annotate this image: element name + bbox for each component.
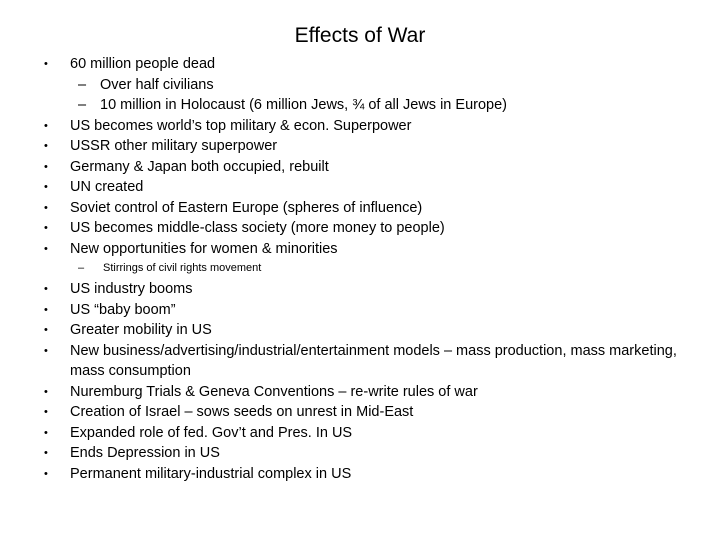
bullet-dot-icon: •: [44, 201, 48, 214]
bullet-text: US becomes middle-class society (more money to people): [70, 220, 445, 236]
slide-title: Effects of War: [294, 24, 426, 47]
bullet-dot-icon: •: [44, 324, 48, 336]
sub-bullet-text: 10 million in Holocaust (6 million Jews, ¾ of all Jews in Europe): [100, 97, 507, 113]
bullet-dot-icon: •: [44, 426, 48, 439]
bullet-text: Nuremburg Trials & Geneva Conventions – re-write rules of war: [70, 383, 478, 400]
bullet-item: [0, 136, 720, 157]
bullet-dot-icon: •: [44, 447, 48, 459]
bullet-item: [0, 300, 720, 321]
bullet-text: New business/advertising/industrial/entertainment models – mass production, mass marketing, mass consumption: [70, 342, 677, 379]
bullet-dot-icon: •: [44, 222, 48, 234]
bullet-item: [0, 116, 720, 137]
bullet-text: Germany & Japan both occupied, rebuilt: [70, 158, 329, 175]
bullet-item: [0, 382, 720, 403]
bullet-text: Greater mobility in US: [70, 322, 212, 338]
bullet-item: [0, 341, 720, 382]
bullet-dot-icon: •: [44, 181, 48, 193]
bullet-text: Permanent military-industrial complex in US: [70, 465, 352, 482]
bullet-dot-icon: •: [44, 406, 48, 418]
bullet-text: Soviet control of Eastern Europe (spheres of influence): [70, 199, 423, 216]
dash-icon: –: [78, 97, 87, 113]
sub-bullet-text: Over half civilians: [100, 76, 214, 93]
bullet-item: [0, 157, 720, 178]
bullet-text: US becomes world’s top military & econ. Superpower: [70, 117, 412, 134]
sub-bullet-item: [0, 75, 720, 96]
bullet-dot-icon: •: [44, 385, 48, 398]
bullet-dot-icon: •: [44, 242, 48, 255]
bullet-item: [0, 423, 720, 444]
sub-bullet-item: [0, 95, 720, 116]
bullet-dot-icon: •: [44, 467, 48, 480]
bullet-text: Creation of Israel – sows seeds on unrest in Mid-East: [70, 404, 414, 420]
dash-icon: –: [78, 76, 87, 93]
bullet-item: [0, 198, 720, 219]
bullet-dot-icon: •: [44, 303, 48, 316]
bullet-text: US industry booms: [70, 281, 193, 297]
bullet-list: [0, 54, 720, 484]
bullet-dot-icon: •: [44, 160, 48, 173]
bullet-text: US “baby boom”: [70, 301, 176, 318]
bullet-text: Expanded role of fed. Gov’t and Pres. In US: [70, 424, 353, 441]
bullet-item: [0, 320, 720, 341]
bullet-dot-icon: •: [44, 140, 48, 152]
bullet-item: [0, 54, 720, 75]
dash-icon: –: [78, 262, 85, 274]
bullet-dot-icon: •: [44, 344, 48, 357]
bullet-item: [0, 239, 720, 260]
bullet-dot-icon: •: [44, 58, 48, 70]
bullet-text: UN created: [70, 179, 144, 195]
bullet-dot-icon: •: [44, 283, 48, 295]
bullet-item: [0, 279, 720, 300]
bullet-text: Ends Depression in US: [70, 445, 220, 461]
bullet-item: [0, 177, 720, 198]
sub-bullet-item: [0, 261, 720, 275]
bullet-item: [0, 443, 720, 464]
bullet-dot-icon: •: [44, 119, 48, 132]
bullet-item: [0, 218, 720, 239]
bullet-text: USSR other military superpower: [70, 138, 278, 154]
bullet-text: New opportunities for women & minorities: [70, 240, 338, 257]
bullet-text: 60 million people dead: [70, 56, 216, 72]
sub-bullet-text: Stirrings of civil rights movement: [103, 262, 262, 274]
bullet-item: [0, 402, 720, 423]
bullet-item: [0, 464, 720, 485]
